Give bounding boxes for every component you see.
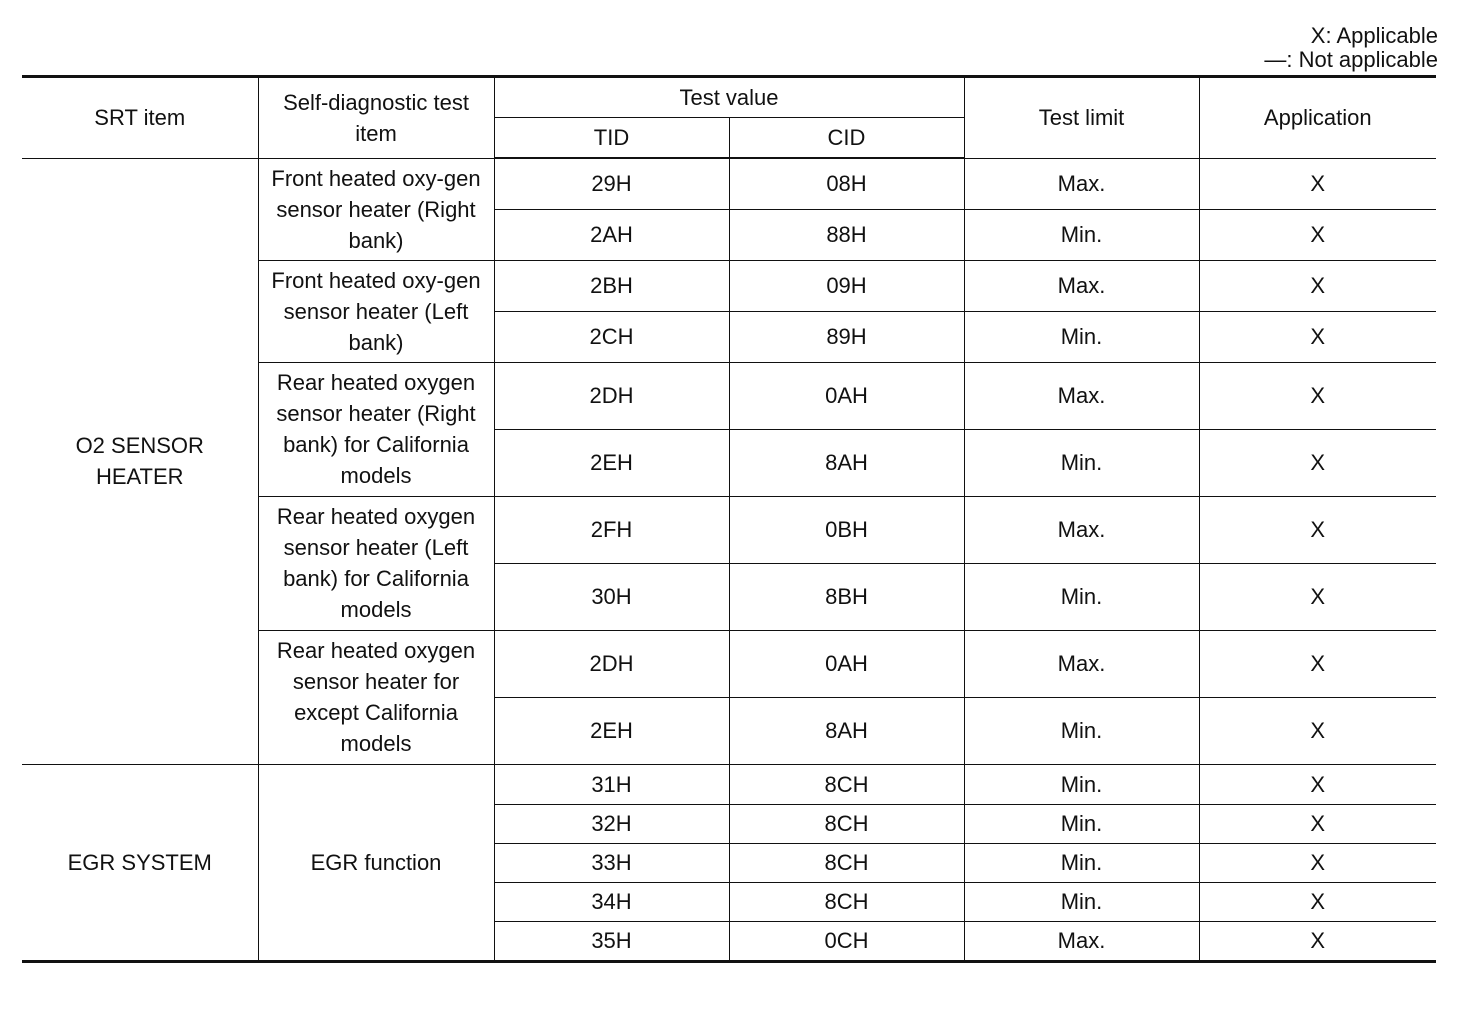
cell-application: X bbox=[1199, 362, 1436, 429]
cell-cid: 88H bbox=[729, 209, 964, 260]
cell-tid: 2DH bbox=[494, 362, 729, 429]
table-row bbox=[22, 158, 1436, 209]
cell-application: X bbox=[1199, 764, 1436, 804]
cell-test-limit: Max. bbox=[964, 362, 1199, 429]
cell-srt-item: O2 SENSOR HEATER bbox=[22, 158, 258, 764]
cell-cid: 09H bbox=[729, 260, 964, 311]
cell-cid: 08H bbox=[729, 158, 964, 209]
cell-test-limit: Min. bbox=[964, 882, 1199, 921]
cell-test-limit: Max. bbox=[964, 630, 1199, 697]
cell-tid: 34H bbox=[494, 882, 729, 921]
cell-tid: 30H bbox=[494, 563, 729, 630]
cell-test-limit: Min. bbox=[964, 764, 1199, 804]
cell-self-diagnostic-item: Front heated oxy-gen sensor heater (Right bank) bbox=[258, 158, 494, 260]
cell-test-limit: Min. bbox=[964, 843, 1199, 882]
cell-application: X bbox=[1199, 496, 1436, 563]
table-row bbox=[22, 764, 1436, 804]
cell-test-limit: Min. bbox=[964, 804, 1199, 843]
cell-cid: 89H bbox=[729, 311, 964, 362]
cell-cid: 0CH bbox=[729, 921, 964, 961]
cell-tid: 2EH bbox=[494, 429, 729, 496]
cell-cid: 8CH bbox=[729, 804, 964, 843]
cell-tid: 2BH bbox=[494, 260, 729, 311]
cell-test-limit: Max. bbox=[964, 158, 1199, 209]
cell-cid: 8AH bbox=[729, 697, 964, 764]
cell-application: X bbox=[1199, 804, 1436, 843]
legend-applicable: X: Applicable bbox=[1310, 23, 1438, 48]
cell-application: X bbox=[1199, 311, 1436, 362]
cell-tid: 35H bbox=[494, 921, 729, 961]
cell-test-limit: Max. bbox=[964, 496, 1199, 563]
cell-tid: 32H bbox=[494, 804, 729, 843]
legend-not-applicable: —: Not applicable bbox=[1264, 47, 1438, 72]
cell-srt-item: EGR SYSTEM bbox=[22, 764, 258, 961]
cell-test-limit: Min. bbox=[964, 311, 1199, 362]
cell-cid: 8BH bbox=[729, 563, 964, 630]
cell-test-limit: Max. bbox=[964, 921, 1199, 961]
table-header bbox=[22, 77, 1436, 159]
cell-application: X bbox=[1199, 843, 1436, 882]
cell-application: X bbox=[1199, 209, 1436, 260]
cell-tid: 2DH bbox=[494, 630, 729, 697]
cell-tid: 2CH bbox=[494, 311, 729, 362]
cell-application: X bbox=[1199, 630, 1436, 697]
cell-self-diagnostic-item: Rear heated oxygen sensor heater (Left bank) for California models bbox=[258, 496, 494, 630]
cell-tid: 2FH bbox=[494, 496, 729, 563]
header-cid: CID bbox=[729, 118, 964, 159]
cell-self-diagnostic-item: EGR function bbox=[258, 764, 494, 961]
header-test-value: Test value bbox=[494, 77, 964, 118]
cell-test-limit: Min. bbox=[964, 697, 1199, 764]
cell-tid: 2AH bbox=[494, 209, 729, 260]
header-test-limit: Test limit bbox=[964, 77, 1199, 159]
cell-tid: 2EH bbox=[494, 697, 729, 764]
cell-self-diagnostic-item: Front heated oxy-gen sensor heater (Left bank) bbox=[258, 260, 494, 362]
header-self-diagnostic-item: Self-diagnostic test item bbox=[258, 77, 494, 159]
cell-tid: 31H bbox=[494, 764, 729, 804]
cell-application: X bbox=[1199, 158, 1436, 209]
table-body bbox=[22, 158, 1436, 961]
cell-cid: 8CH bbox=[729, 764, 964, 804]
cell-cid: 0AH bbox=[729, 362, 964, 429]
cell-self-diagnostic-item: Rear heated oxygen sensor heater for except California models bbox=[258, 630, 494, 764]
srt-table bbox=[22, 75, 1436, 963]
cell-test-limit: Min. bbox=[964, 429, 1199, 496]
cell-tid: 29H bbox=[494, 158, 729, 209]
legend bbox=[1264, 24, 1438, 72]
cell-application: X bbox=[1199, 697, 1436, 764]
cell-test-limit: Max. bbox=[964, 260, 1199, 311]
header-srt-item: SRT item bbox=[22, 77, 258, 159]
cell-cid: 8AH bbox=[729, 429, 964, 496]
cell-self-diagnostic-item: Rear heated oxygen sensor heater (Right bank) for California models bbox=[258, 362, 494, 496]
cell-application: X bbox=[1199, 921, 1436, 961]
header-application: Application bbox=[1199, 77, 1436, 159]
cell-tid: 33H bbox=[494, 843, 729, 882]
cell-cid: 0BH bbox=[729, 496, 964, 563]
cell-application: X bbox=[1199, 882, 1436, 921]
cell-application: X bbox=[1199, 260, 1436, 311]
cell-application: X bbox=[1199, 563, 1436, 630]
cell-test-limit: Min. bbox=[964, 209, 1199, 260]
cell-cid: 0AH bbox=[729, 630, 964, 697]
cell-test-limit: Min. bbox=[964, 563, 1199, 630]
cell-application: X bbox=[1199, 429, 1436, 496]
header-tid: TID bbox=[494, 118, 729, 159]
cell-cid: 8CH bbox=[729, 843, 964, 882]
cell-cid: 8CH bbox=[729, 882, 964, 921]
